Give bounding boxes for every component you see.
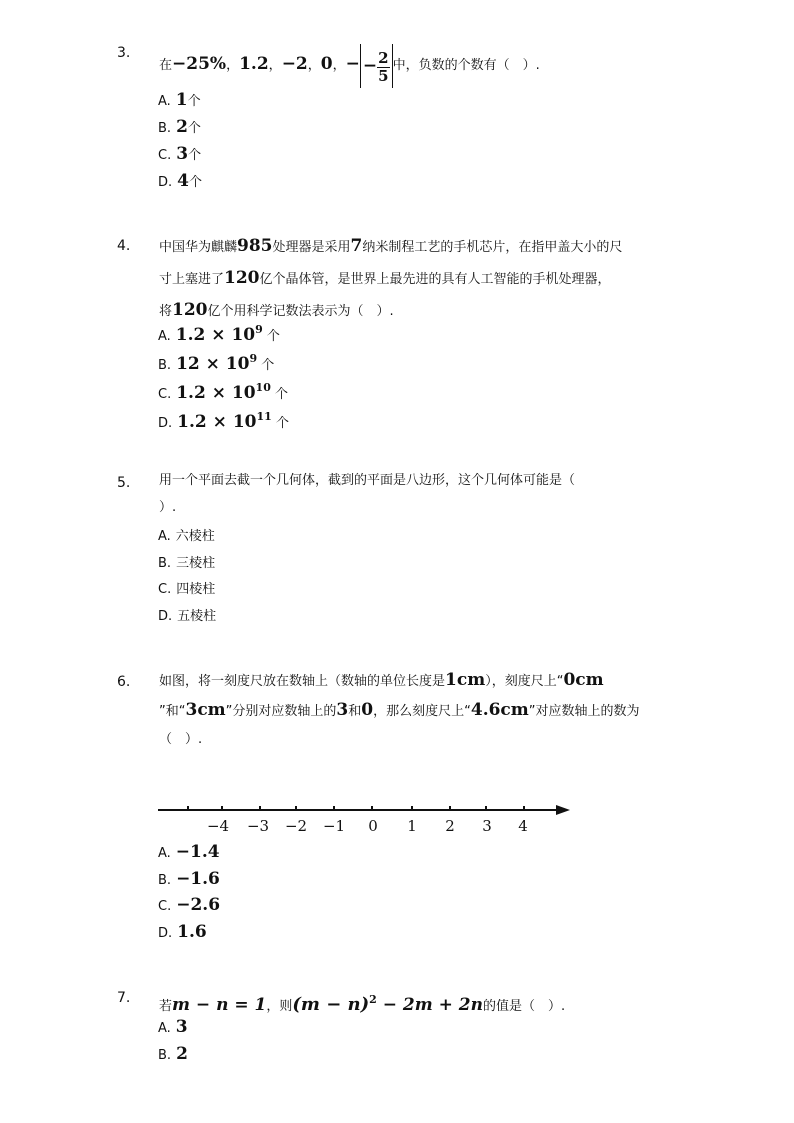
option-c[interactable]: C. 四棱柱 <box>158 582 216 597</box>
option-a[interactable]: A. −1.4 <box>158 842 220 862</box>
absolute-value: − $\frac{2}{5}$ <box>360 44 393 88</box>
number-line-label: 3 <box>482 817 492 835</box>
option-a[interactable]: A. 1个 <box>158 90 201 110</box>
option-d[interactable]: D. $1.2 \times 10^{11}$ 个 <box>158 410 289 432</box>
number-line <box>150 795 580 840</box>
option-d[interactable]: D. 五棱柱 <box>158 609 217 624</box>
fraction: $\frac{2}{5}$ <box>378 48 389 85</box>
option-a[interactable]: A. $1.2 \times 10^9$ 个 <box>158 323 280 345</box>
stem-line: ）. <box>159 500 177 515</box>
number-line-label: −4 <box>206 817 230 835</box>
option-a[interactable]: A. 六棱柱 <box>158 529 215 544</box>
question-stem <box>159 666 699 754</box>
question-number: 5. <box>117 475 131 491</box>
question-number: 6. <box>117 674 131 690</box>
stem-line: 中国华为麒麟985处理器是采用7纳米制程工艺的手机芯片，在指甲盖大小的尺 <box>159 236 623 256</box>
option-b[interactable]: B. −1.6 <box>158 869 220 889</box>
number-line-label: 0 <box>368 817 378 835</box>
option-d[interactable]: D. 4个 <box>158 171 203 191</box>
stem-line: （ ）. <box>159 732 203 747</box>
question-stem: 在−25%，1.2，−2，0，− − $\frac{2}{5}$ 中，负数的个数有（ ）. <box>159 40 699 90</box>
question-stem <box>159 467 699 521</box>
option-a[interactable]: A. 3 <box>158 1017 188 1037</box>
option-b[interactable]: B. 2 <box>158 1044 188 1064</box>
stem-line: 如图，将一刻度尺放在数轴上（数轴的单位长度是1cm），刻度尺上“0cm <box>159 670 604 690</box>
option-c[interactable]: C. 3个 <box>158 144 202 164</box>
question-number: 3. <box>117 45 131 61</box>
number-line-label: −1 <box>322 817 346 835</box>
question-number: 7. <box>117 990 131 1006</box>
stem-line: 用一个平面去截一个几何体，截到的平面是八边形，这个几何体可能是（ <box>159 473 576 488</box>
number-line-label: −3 <box>246 817 270 835</box>
question-stem: 若m − n = 1，则$(m - n)^2 - 2m + 2n$的值是（ ）. <box>159 993 566 1015</box>
option-d[interactable]: D. 1.6 <box>158 922 207 942</box>
number-line-label: −2 <box>284 817 308 835</box>
stem-line: 寸上塞进了120亿个晶体管，是世界上最先进的具有人工智能的手机处理器， <box>159 268 611 288</box>
stem-line: 将120亿个用科学记数法表示为（ ）. <box>159 300 394 320</box>
question-number: 4. <box>117 238 131 254</box>
option-c[interactable]: C. $1.2 \times 10^{10}$ 个 <box>158 381 289 403</box>
option-c[interactable]: C. −2.6 <box>158 895 221 915</box>
option-b[interactable]: B. 2个 <box>158 117 201 137</box>
number-line-label: 4 <box>518 817 528 835</box>
option-b[interactable]: B. $12 \times 10^9$ 个 <box>158 352 275 374</box>
question-stem <box>159 231 699 327</box>
number-line-arrow <box>556 805 570 815</box>
number-line-label: 1 <box>407 817 417 835</box>
number-line-label: 2 <box>445 817 455 835</box>
option-b[interactable]: B. 三棱柱 <box>158 556 216 571</box>
stem-line: ”和“3cm”分别对应数轴上的3和0，那么刻度尺上“4.6cm”对应数轴上的数为 <box>159 700 640 720</box>
